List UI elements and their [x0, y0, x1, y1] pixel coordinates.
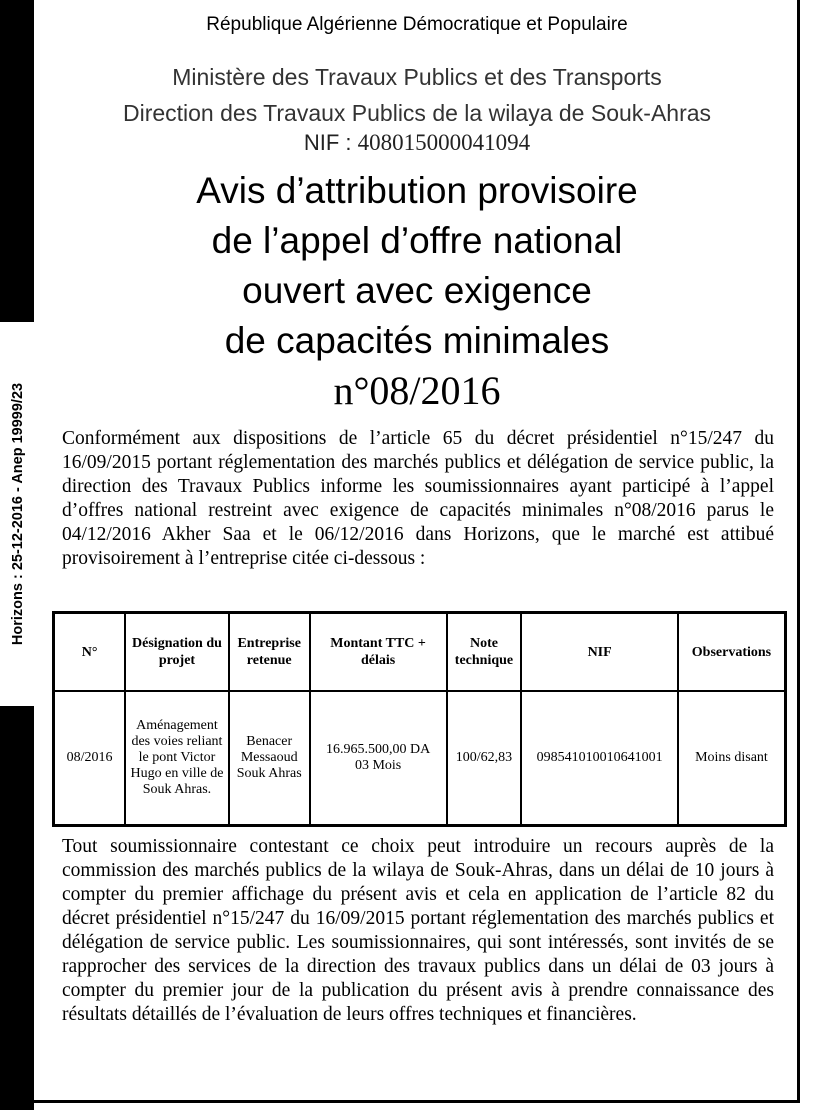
nif-value: 408015000041094 — [357, 130, 531, 155]
title-line-1: Avis d’attribution provisoire — [196, 170, 638, 211]
cell-montant-value: 16.965.500,00 DA — [325, 742, 431, 757]
header-designation: Désignation du projet — [125, 613, 229, 692]
side-label: Horizons : 25-12-2016 - Anep 19999/23 — [10, 382, 27, 646]
header-observations: Observations — [678, 613, 786, 692]
table-header-row — [54, 613, 786, 692]
header-note: Note technique — [447, 613, 522, 692]
intro-paragraph: Conformément aux dispositions de l’article 65 du décret présidentiel n°15/247 du 16/09/2015 portant réglementation des marchés publics et délégation de service public, la direction des Travaux Publics informe les soumissionnaires ayant participé à l’appel d’offres national restreint avec exigence de capacités minimales n°08/2016 parus le 04/12/2016 Akher Saa et le 06/12/2016 dans Horizons, que le marché est attibué provisoirement à l’entreprise citée ci-dessous : — [62, 428, 774, 569]
title-line-3: ouvert avec exigence — [242, 270, 592, 311]
side-label-box — [5, 322, 31, 706]
header-montant: Montant TTC + délais — [310, 613, 447, 692]
title-line-2: de l’appel d’offre national — [211, 220, 623, 261]
ministry-block — [34, 59, 800, 131]
republic-line: République Algérienne Démocratique et Populaire — [206, 14, 628, 35]
header-numero: N° — [54, 613, 126, 692]
cell-observations: Moins disant — [678, 691, 786, 826]
nif-label: NIF : — [303, 130, 358, 155]
header-nif: NIF — [521, 613, 678, 692]
header-entreprise: Entreprise retenue — [229, 613, 310, 692]
ministry-line: Ministère des Travaux Publics et des Transports — [172, 64, 662, 90]
cell-numero: 08/2016 — [54, 691, 126, 826]
title-line-4: de capacités minimales — [224, 320, 610, 361]
cell-designation: Aménagement des voies reliant le pont Victor Hugo en ville de Souk Ahras. — [125, 691, 229, 826]
closing-paragraph: Tout soumissionnaire contestant ce choix peut introduire un recours auprès de la commission des marchés publics de la wilaya de Souk-Ahras, dans un délai de 10 jours à compter du premier affichage du présent avis et cela en application de l’article 82 du décret présidentiel n°15/247 du 16/09/2015 portant réglementation des marchés publics et délégation de service public. Les soumissionnaires, qui sont intéressés, sont invités de se rapprocher des services de la direction des travaux publics dans un délai de 03 jours à compter du premier jour de la publication du présent avis à prendre connaissance des résultats détaillés de l’évaluation de leurs offres techniques et financières. — [62, 836, 774, 1025]
side-strip — [0, 0, 34, 1110]
cell-entreprise: Benacer Messaoud Souk Ahras — [229, 691, 310, 826]
nif-line — [34, 130, 800, 156]
side-strip-black-bottom — [0, 706, 34, 1110]
cell-nif: 098541010010641001 — [521, 691, 678, 826]
title-line-5: n°08/2016 — [333, 368, 501, 413]
direction-line: Direction des Travaux Publics de la wilaya de Souk-Ahras — [122, 100, 712, 126]
award-table — [52, 611, 787, 827]
side-strip-black-top — [0, 0, 34, 322]
cell-note: 100/62,83 — [447, 691, 522, 826]
notice-title — [34, 166, 800, 416]
table-row — [54, 691, 786, 826]
cell-montant — [310, 691, 447, 826]
cell-montant-delai: 03 Mois — [354, 758, 402, 773]
